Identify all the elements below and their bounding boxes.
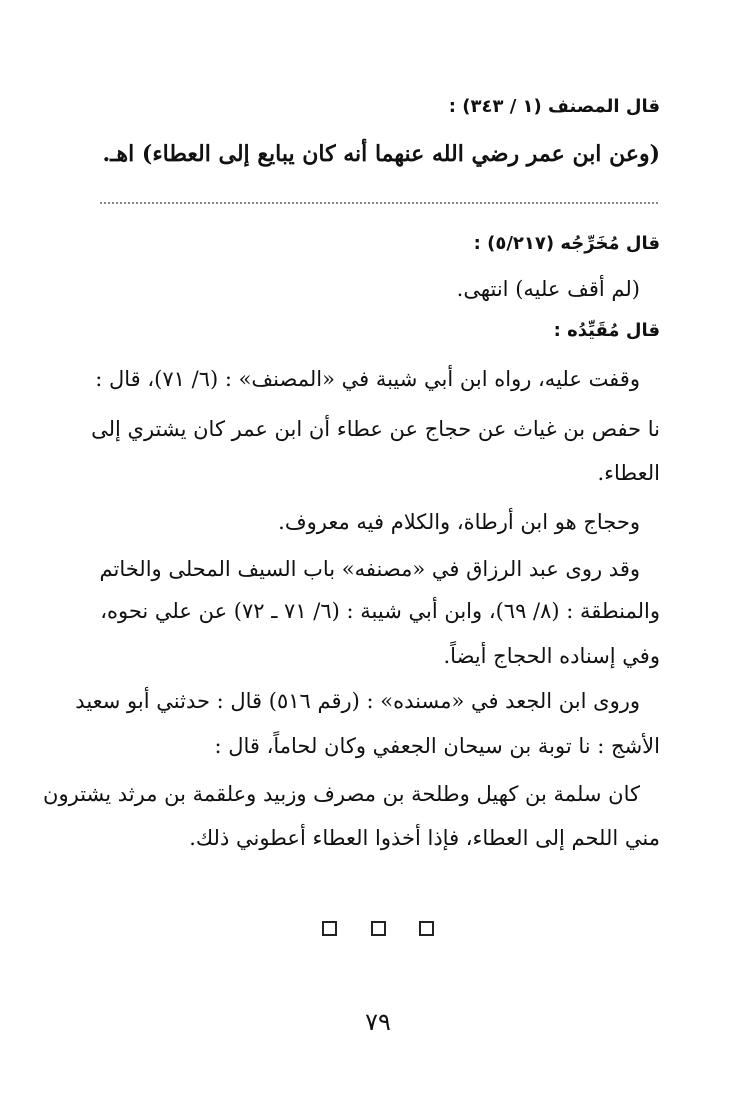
square-icon [419, 921, 434, 936]
quoted-text: (وعن ابن عمر رضي الله عنهما أنه كان يبايع إلى العطاء) اهـ. [102, 141, 660, 167]
section-heading-musannif: قال المصنف (١ / ٣٤٣) : [448, 96, 660, 117]
page-number: ٧٩ [365, 1008, 391, 1036]
mukharrij-text: (لم أقف عليه) انتهى. [456, 277, 640, 301]
paragraph-line: كان سلمة بن كهيل وطلحة بن مصرف وزبيد وعلقمة بن مرثد يشترون [43, 782, 640, 806]
paragraph-line: وحجاج هو ابن أرطاة، والكلام فيه معروف. [278, 510, 640, 534]
paragraph-line: العطاء. [597, 461, 660, 485]
square-icon [371, 921, 386, 936]
paragraph-line: وقفت عليه، رواه ابن أبي شيبة في «المصنف» : (٦/ ٧١)، قال : [95, 367, 640, 391]
section-heading-muqayyid: قال مُقَيِّدُه : [553, 320, 660, 341]
paragraph-line: والمنطقة : (٨/ ٦٩)، وابن أبي شيبة : (٦/ ٧١ ـ ٧٢) عن علي نحوه، [100, 599, 660, 623]
section-end-marks [0, 921, 756, 940]
paragraph-line: الأشج : نا توبة بن سيحان الجعفي وكان لحاماً، قال : [214, 734, 660, 758]
paragraph-line: وقد روى عبد الرزاق في «مصنفه» باب السيف المحلى والخاتم [99, 557, 640, 581]
square-icon [322, 921, 337, 936]
divider [100, 202, 658, 204]
paragraph-line: نا حفص بن غياث عن حجاج عن عطاء أن ابن عمر كان يشتري إلى [91, 417, 660, 441]
section-heading-mukharrij: قال مُخَرِّجُه (٥/٢١٧) : [473, 233, 660, 254]
paragraph-line: وروى ابن الجعد في «مسنده» : (رقم ٥١٦) قال : حدثني أبو سعيد [75, 689, 640, 713]
paragraph-line: وفي إسناده الحجاج أيضاً. [443, 644, 660, 668]
paragraph-line: مني اللحم إلى العطاء، فإذا أخذوا العطاء أعطوني ذلك. [189, 826, 660, 850]
